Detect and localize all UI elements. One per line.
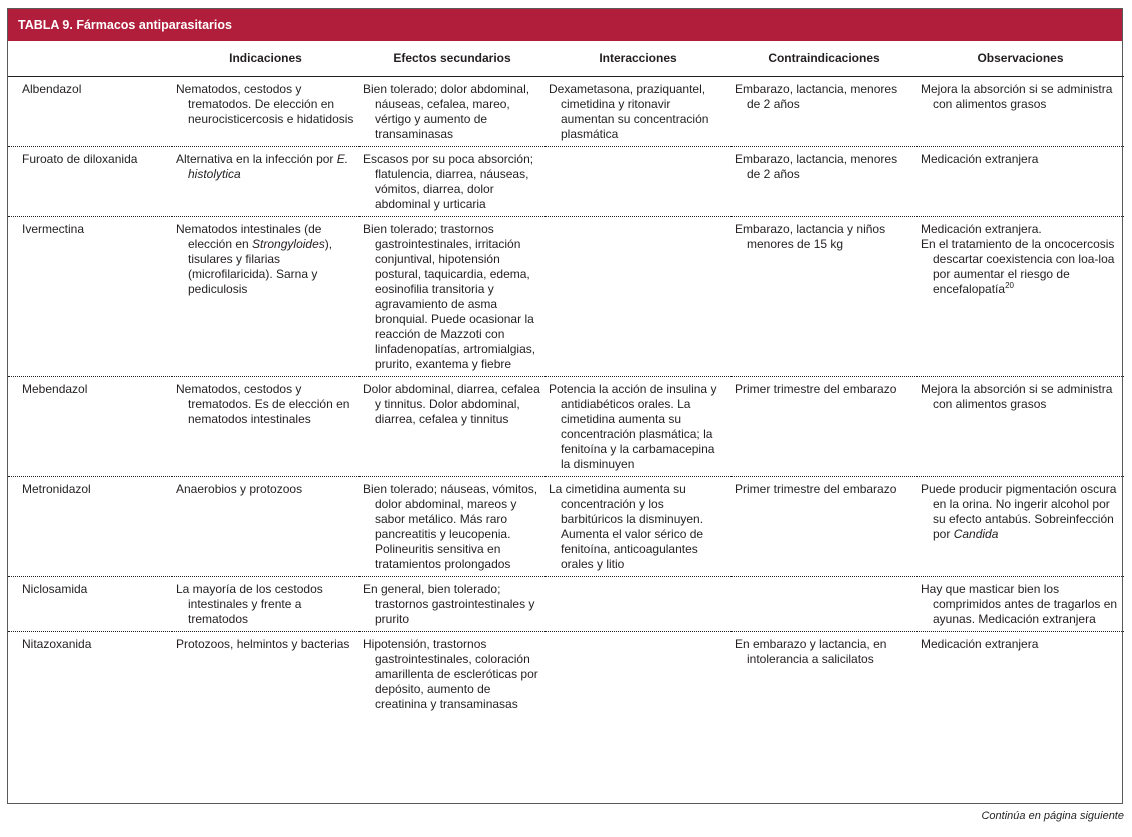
effects-cell xyxy=(359,477,545,577)
observations-text: Mejora la absorción si se administra con alimentos grasos xyxy=(921,382,1113,411)
contraindications-cell xyxy=(731,217,917,377)
indications-text-italic: Strongyloides xyxy=(252,237,325,251)
header-row xyxy=(8,41,1124,77)
contraindications-cell xyxy=(731,477,917,577)
drug-name: Nitazoxanida xyxy=(22,637,92,651)
indications-cell xyxy=(172,632,359,717)
drug-name: Mebendazol xyxy=(8,377,172,477)
table-row xyxy=(8,477,1124,577)
observations-text-note xyxy=(921,237,1120,297)
indications-text-italic: E. histolytica xyxy=(188,152,349,181)
table-row xyxy=(8,577,1124,632)
interactions-text: La cimetidina aumenta su concentración y los barbitúricos la disminuyen. Aumenta el valor sérico de fenitoína, anticoagulantes orales y litio xyxy=(549,482,704,571)
interactions-cell xyxy=(545,77,731,147)
observations-text: Mejora la absorción si se administra con alimentos grasos xyxy=(921,82,1113,111)
indications-text-plain: Nematodos intestinales (de elección en xyxy=(176,222,322,251)
observations-text xyxy=(921,482,1120,542)
effects-text: En general, bien tolerado; trastornos gastrointestinales y prurito xyxy=(363,582,535,626)
effects-text: Bien tolerado; trastornos gastrointestinales, irritación conjuntival, hipotensión postural, taquicardia, edema, eosinofilia transitoria y agravamiento de asma bronquial. Puede ocasionar la reacción de Mazzoti con linfadenopatías, artromialgias, prurito, exantema y fiebre xyxy=(363,222,536,371)
table-row xyxy=(8,147,1124,217)
contraindications-text: Primer trimestre del embarazo xyxy=(735,382,897,396)
drug-name: Ivermectina xyxy=(8,217,172,377)
contraindications-text: En embarazo y lactancia, en intolerancia a salicilatos xyxy=(735,637,887,666)
effects-cell xyxy=(359,77,545,147)
indications-text: Nematodos, cestodos y trematodos. Es de elección en nematodos intestinales xyxy=(176,382,350,426)
observations-cell xyxy=(917,147,1124,217)
observations-text: Medicación extranjera. xyxy=(921,222,1042,236)
contraindications-text: Primer trimestre del embarazo xyxy=(735,482,897,496)
drug-table xyxy=(8,41,1124,716)
contraindications-text: Embarazo, lactancia, menores de 2 años xyxy=(735,152,898,181)
indications-cell xyxy=(172,217,359,377)
header-contraindications: Contraindicaciones xyxy=(731,41,917,77)
interactions-cell xyxy=(545,217,731,377)
header-observations: Observaciones xyxy=(917,41,1124,77)
effects-text: Dolor abdominal, diarrea, cefalea y tinnitus. Dolor abdominal, diarrea, cefalea y tinnitus xyxy=(363,382,540,426)
effects-cell xyxy=(359,147,545,217)
drug-name: Niclosamida xyxy=(8,577,172,632)
indications-text-plain: Alternativa en la infección por xyxy=(176,152,337,166)
contraindications-cell xyxy=(731,77,917,147)
observations-text-plain: Puede producir pigmentación oscura en la orina. No ingerir alcohol por su efecto antabús. Sobreinfección por xyxy=(921,482,1117,541)
contraindications-cell xyxy=(731,632,917,717)
continuation-note: Continúa en página siguiente xyxy=(981,810,1124,822)
indications-cell xyxy=(172,577,359,632)
contraindications-text: Embarazo, lactancia y niños menores de 15 kg xyxy=(735,222,886,251)
contraindications-text: Embarazo, lactancia, menores de 2 años xyxy=(735,82,898,111)
table-row xyxy=(8,632,1124,717)
observations-cell xyxy=(917,577,1124,632)
observations-cell xyxy=(917,77,1124,147)
table-row xyxy=(8,377,1124,477)
indications-cell xyxy=(172,377,359,477)
effects-text: Bien tolerado; náuseas, vómitos, dolor abdominal, mareos y sabor metálico. Más raro pancreatitis y leucopenia. Polineuritis sensitiva en tratamientos prolongados xyxy=(363,482,538,571)
indications-cell xyxy=(172,477,359,577)
observations-cell xyxy=(917,632,1124,717)
indications-text-plain-end: ), tisulares y filarias (microfilaricida). Sarna y pediculosis xyxy=(188,237,333,296)
interactions-text: Potencia la acción de insulina y antidiabéticos orales. La cimetidina aumenta su concentración plasmática; la fenitoína y la carbamacepina la disminuyen xyxy=(549,382,717,471)
contraindications-cell xyxy=(731,147,917,217)
contraindications-cell xyxy=(731,577,917,632)
indications-text: Nematodos, cestodos y trematodos. De elección en neurocisticercosis e hidatidosis xyxy=(176,82,354,126)
effects-cell xyxy=(359,217,545,377)
indications-cell xyxy=(172,147,359,217)
table-row xyxy=(8,217,1124,377)
effects-text: Bien tolerado; dolor abdominal, náuseas, cefalea, mareo, vértigo y aumento de transaminasas xyxy=(363,82,530,141)
effects-text: Hipotensión, trastornos gastrointestinales, coloración amarillenta de escleróticas por depósito, aumento de creatinina y transaminasas xyxy=(363,637,538,711)
observations-text-note-body: En el tratamiento de la oncocercosis descartar coexistencia con loa-loa por aumentar el riesgo de encefalopatía xyxy=(921,237,1115,296)
observations-cell xyxy=(917,477,1124,577)
indications-text xyxy=(176,152,355,182)
indications-text: Protozoos, helmintos y bacterias xyxy=(176,637,350,651)
indications-text xyxy=(176,222,355,297)
table-frame xyxy=(7,8,1123,804)
indications-cell xyxy=(172,77,359,147)
effects-cell xyxy=(359,377,545,477)
interactions-text: Dexametasona, praziquantel, cimetidina y ritonavir aumentan su concentración plasmática xyxy=(549,82,709,141)
observations-text: Medicación extranjera xyxy=(921,637,1039,651)
observations-text-italic: Candida xyxy=(953,527,999,541)
observations-text: Hay que masticar bien los comprimidos antes de tragarlos en ayunas. Medicación extranjera xyxy=(921,582,1118,626)
observations-text: Medicación extranjera xyxy=(921,152,1039,166)
effects-cell xyxy=(359,577,545,632)
header-interactions: Interacciones xyxy=(545,41,731,77)
header-indications: Indicaciones xyxy=(172,41,359,77)
effects-text: Escasos por su poca absorción; flatulencia, diarrea, náuseas, vómitos, diarrea, dolor abdominal y urticaria xyxy=(363,152,534,211)
table-row xyxy=(8,77,1124,147)
interactions-cell xyxy=(545,477,731,577)
header-effects: Efectos secundarios xyxy=(359,41,545,77)
observations-cell xyxy=(917,217,1124,377)
indications-text: Anaerobios y protozoos xyxy=(176,482,303,496)
interactions-cell xyxy=(545,147,731,217)
header-drug xyxy=(8,41,172,77)
contraindications-cell xyxy=(731,377,917,477)
interactions-cell xyxy=(545,577,731,632)
interactions-cell xyxy=(545,377,731,477)
interactions-cell xyxy=(545,632,731,717)
effects-cell xyxy=(359,632,545,717)
observations-cell xyxy=(917,377,1124,477)
reference-number: 20 xyxy=(1005,281,1014,290)
drug-name: Albendazol xyxy=(8,77,172,147)
table-title: TABLA 9. Fármacos antiparasitarios xyxy=(8,9,1122,41)
drug-name: Metronidazol xyxy=(8,477,172,577)
drug-name: Furoato de diloxanida xyxy=(8,147,172,217)
indications-text: La mayoría de los cestodos intestinales y frente a trematodos xyxy=(176,582,323,626)
